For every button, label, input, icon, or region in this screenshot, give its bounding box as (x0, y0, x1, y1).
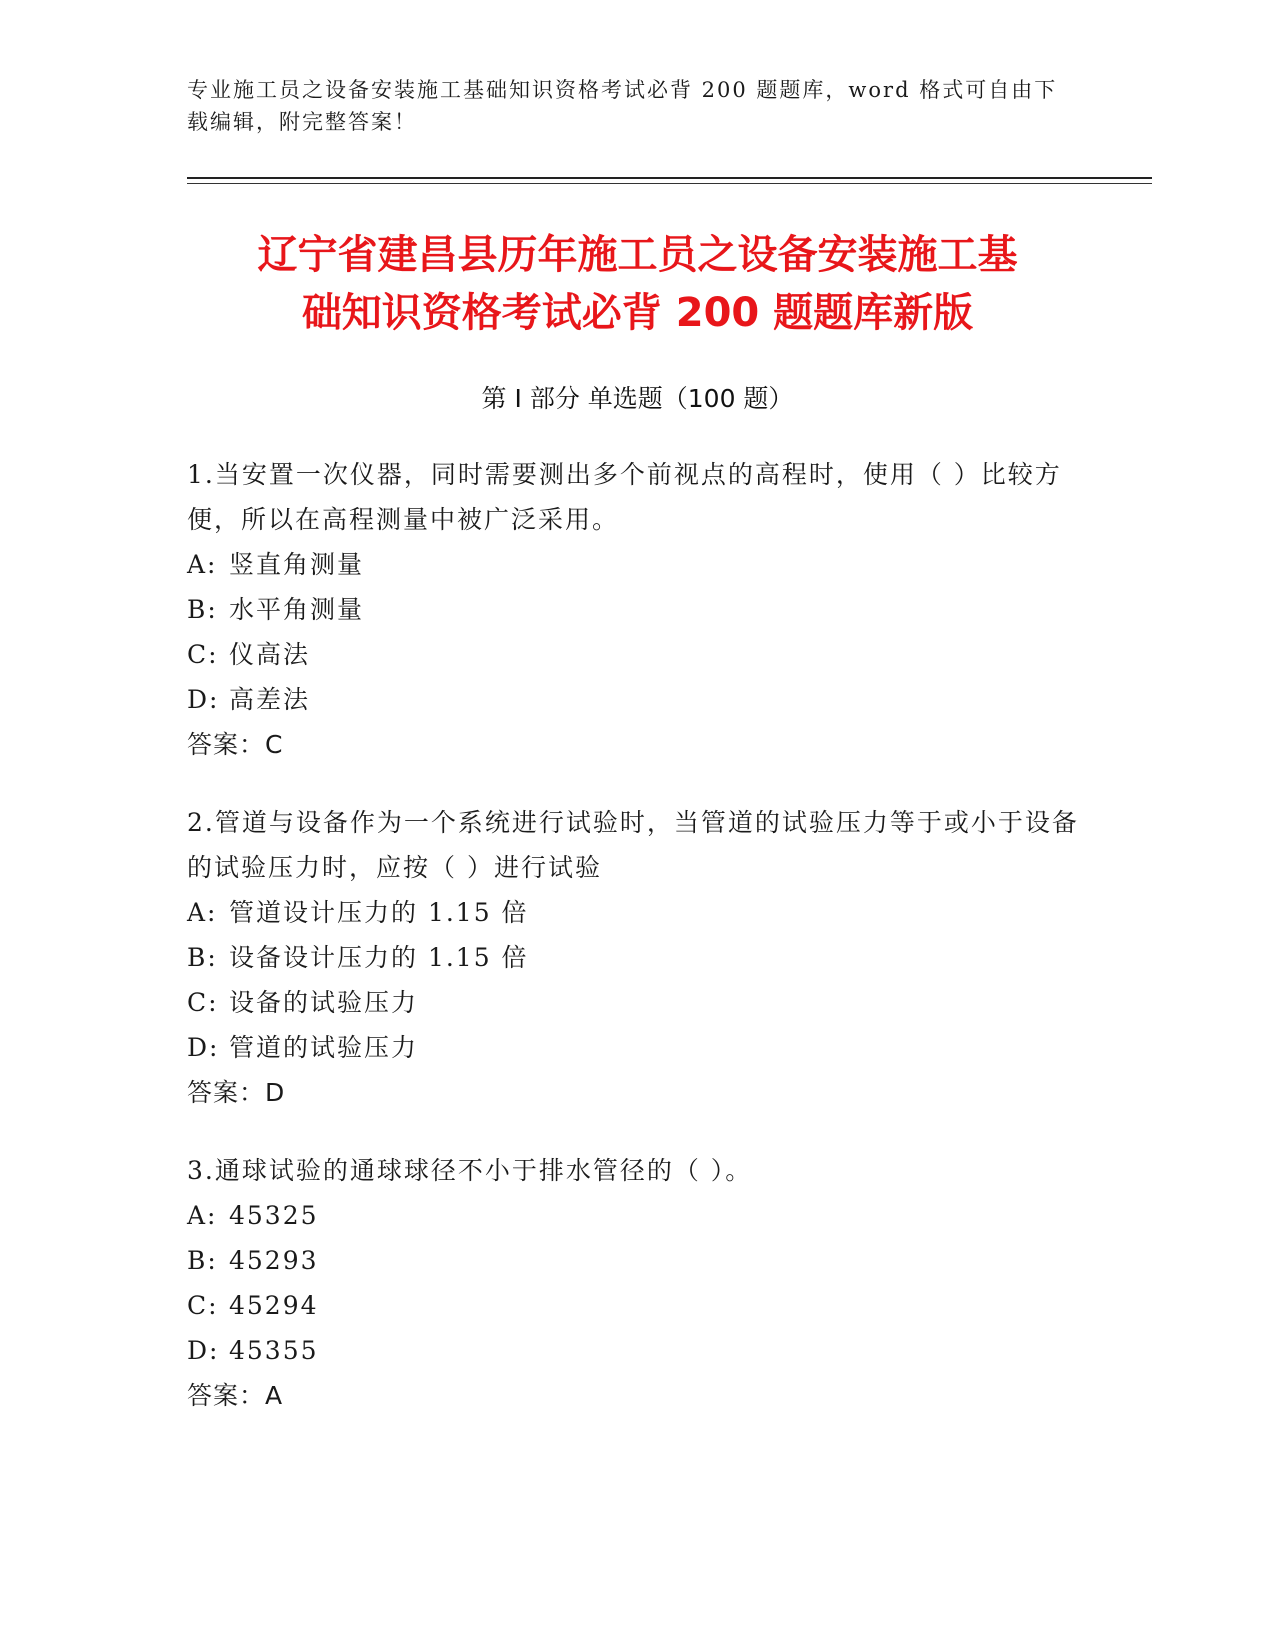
section-heading: 第 I 部分 单选题（100 题） (481, 384, 794, 413)
option-b (187, 935, 1087, 980)
option-key: D: (187, 1336, 220, 1365)
option-key: C: (187, 1291, 219, 1320)
header-divider-thin (187, 183, 1152, 184)
option-key: A: (187, 898, 218, 927)
question-stem: 2.管道与设备作为一个系统进行试验时，当管道的试验压力等于或小于设备的试验压力时，应按（ ）进行试验 (187, 808, 1079, 882)
document-title-line-2: 础知识资格考试必背 200 题题库新版 (301, 290, 974, 336)
option-key: D: (187, 1033, 220, 1062)
option-key: D: (187, 685, 220, 714)
option-a (187, 1193, 1087, 1238)
answer: 答案：D (187, 1078, 286, 1107)
document-title (150, 226, 1125, 342)
option-key: A: (187, 550, 218, 579)
option-text: 仪高法 (229, 640, 311, 669)
option-a (187, 890, 1087, 935)
option-text: 高差法 (229, 685, 311, 714)
option-key: C: (187, 640, 219, 669)
option-d (187, 1025, 1087, 1070)
option-text: 45294 (229, 1291, 319, 1320)
document-title-line-1: 辽宁省建昌县历年施工员之设备安装施工基 (257, 232, 1018, 278)
option-text: 45355 (229, 1336, 319, 1365)
option-key: B: (187, 943, 218, 972)
option-key: A: (187, 1201, 218, 1230)
option-c (187, 632, 1087, 677)
option-key: B: (187, 1246, 218, 1275)
question-stem: 3.通球试验的通球球径不小于排水管径的（ ）。 (187, 1156, 753, 1185)
option-text: 45293 (229, 1246, 319, 1275)
answer: 答案：A (187, 1381, 284, 1410)
option-d (187, 677, 1087, 722)
question-3 (187, 1148, 1087, 1418)
question-stem: 1.当安置一次仪器，同时需要测出多个前视点的高程时，使用（ ）比较方便，所以在高程测量中被广泛采用。 (187, 460, 1062, 534)
option-text: 管道的试验压力 (229, 1033, 419, 1062)
option-key: B: (187, 595, 218, 624)
question-2 (187, 800, 1087, 1115)
option-text: 水平角测量 (229, 595, 365, 624)
header-note: 专业施工员之设备安装施工基础知识资格考试必背 200 题题库，word 格式可自由下载编辑，附完整答案！ (187, 78, 1058, 134)
option-d (187, 1328, 1087, 1373)
option-key: C: (187, 988, 219, 1017)
option-c (187, 1283, 1087, 1328)
option-text: 设备设计压力的 1.15 倍 (229, 943, 529, 972)
option-b (187, 587, 1087, 632)
option-text: 竖直角测量 (229, 550, 365, 579)
option-text: 45325 (229, 1201, 319, 1230)
answer: 答案：C (187, 730, 284, 759)
option-c (187, 980, 1087, 1025)
question-1 (187, 452, 1087, 767)
option-a (187, 542, 1087, 587)
option-text: 管道设计压力的 1.15 倍 (229, 898, 529, 927)
option-text: 设备的试验压力 (229, 988, 419, 1017)
option-b (187, 1238, 1087, 1283)
header-divider-thick (187, 177, 1152, 179)
